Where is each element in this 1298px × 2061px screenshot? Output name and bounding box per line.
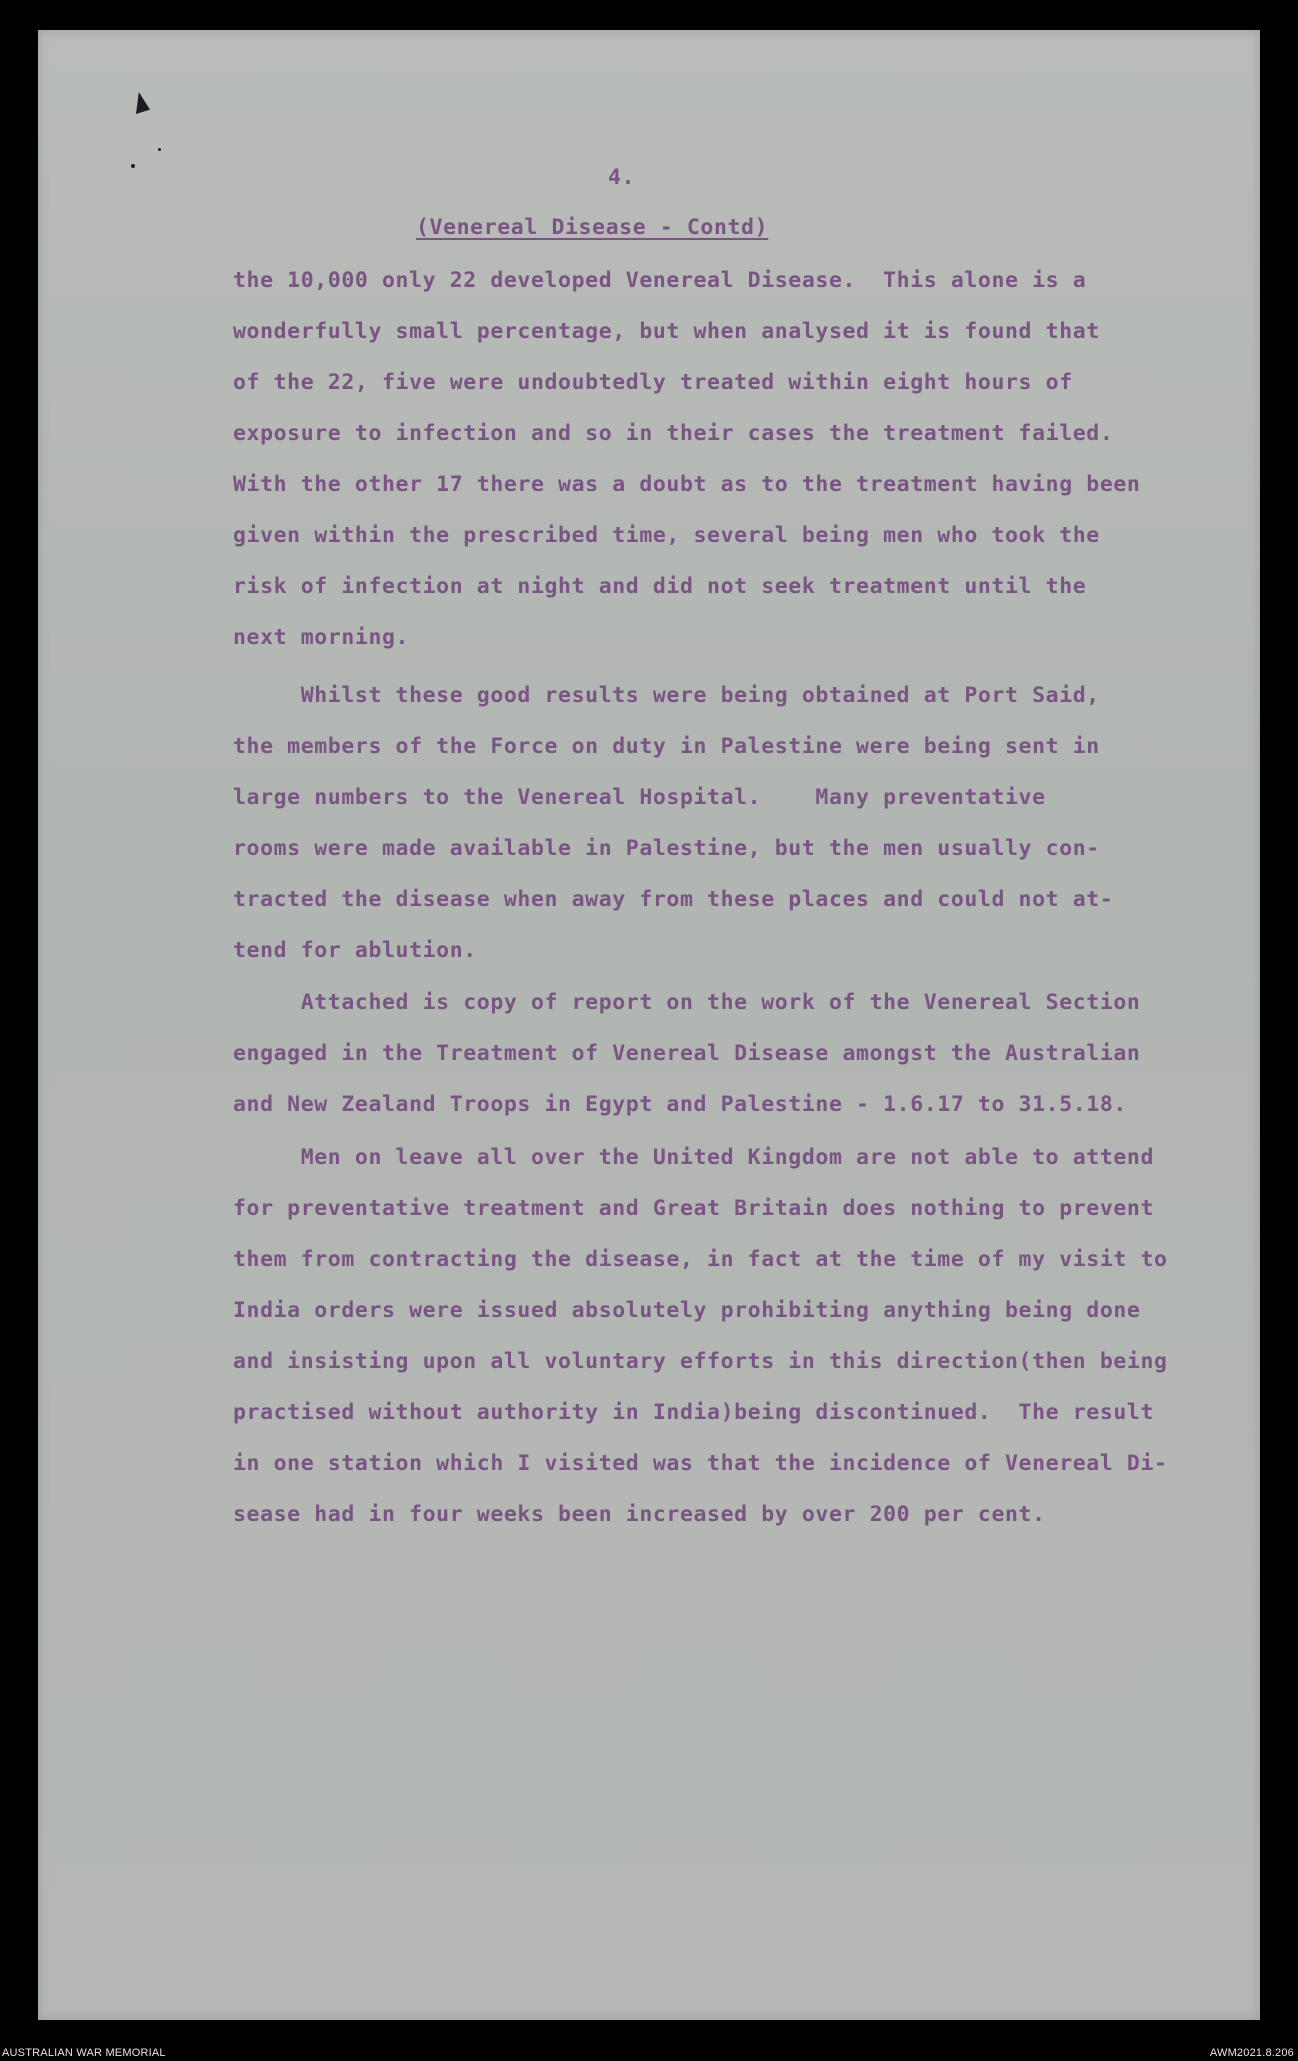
running-head: (Venereal Disease - Contd) xyxy=(416,215,769,240)
body-line: the members of the Force on duty in Palestine were being sent in xyxy=(233,734,1100,759)
body-line: With the other 17 there was a doubt as to the treatment having been xyxy=(233,472,1141,497)
body-line: them from contracting the disease, in fact at the time of my visit to xyxy=(233,1247,1168,1272)
body-line: in one station which I visited was that the incidence of Venereal Di- xyxy=(233,1451,1168,1476)
body-line: of the 22, five were undoubtedly treated within eight hours of xyxy=(233,370,1073,395)
body-line: wonderfully small percentage, but when analysed it is found that xyxy=(233,319,1100,344)
body-line: risk of infection at night and did not seek treatment until the xyxy=(233,574,1087,599)
document-page xyxy=(38,30,1260,2020)
body-line: the 10,000 only 22 developed Venereal Disease. This alone is a xyxy=(233,268,1087,293)
punch-mark xyxy=(136,92,150,114)
body-line: and New Zealand Troops in Egypt and Palestine - 1.6.17 to 31.5.18. xyxy=(233,1092,1127,1117)
body-line: Men on leave all over the United Kingdom are not able to attend xyxy=(233,1145,1154,1170)
body-line: given within the prescribed time, several being men who took the xyxy=(233,523,1100,548)
body-line: large numbers to the Venereal Hospital. Many preventative xyxy=(233,785,1046,810)
body-line: India orders were issued absolutely prohibiting anything being done xyxy=(233,1298,1141,1323)
body-line: engaged in the Treatment of Venereal Disease amongst the Australian xyxy=(233,1041,1141,1066)
body-line: rooms were made available in Palestine, but the men usually con- xyxy=(233,836,1100,861)
speck-mark xyxy=(131,164,135,168)
body-line: for preventative treatment and Great Britain does nothing to prevent xyxy=(233,1196,1154,1221)
speck-mark xyxy=(158,148,161,151)
body-line: Whilst these good results were being obtained at Port Said, xyxy=(233,683,1100,708)
body-line: and insisting upon all voluntary efforts in this direction(then being xyxy=(233,1349,1168,1374)
footer-accession-number: AWM2021.8.206 xyxy=(1209,2047,1294,2059)
footer-credit: AUSTRALIAN WAR MEMORIAL xyxy=(2,2047,166,2059)
body-line: sease had in four weeks been increased by over 200 per cent. xyxy=(233,1502,1046,1527)
body-line: tend for ablution. xyxy=(233,938,477,963)
page-number: 4. xyxy=(608,165,636,190)
body-line: next morning. xyxy=(233,625,410,650)
body-line: Attached is copy of report on the work of the Venereal Section xyxy=(233,990,1141,1015)
body-line: exposure to infection and so in their cases the treatment failed. xyxy=(233,421,1114,446)
body-line: tracted the disease when away from these places and could not at- xyxy=(233,887,1114,912)
body-line: practised without authority in India)being discontinued. The result xyxy=(233,1400,1154,1425)
